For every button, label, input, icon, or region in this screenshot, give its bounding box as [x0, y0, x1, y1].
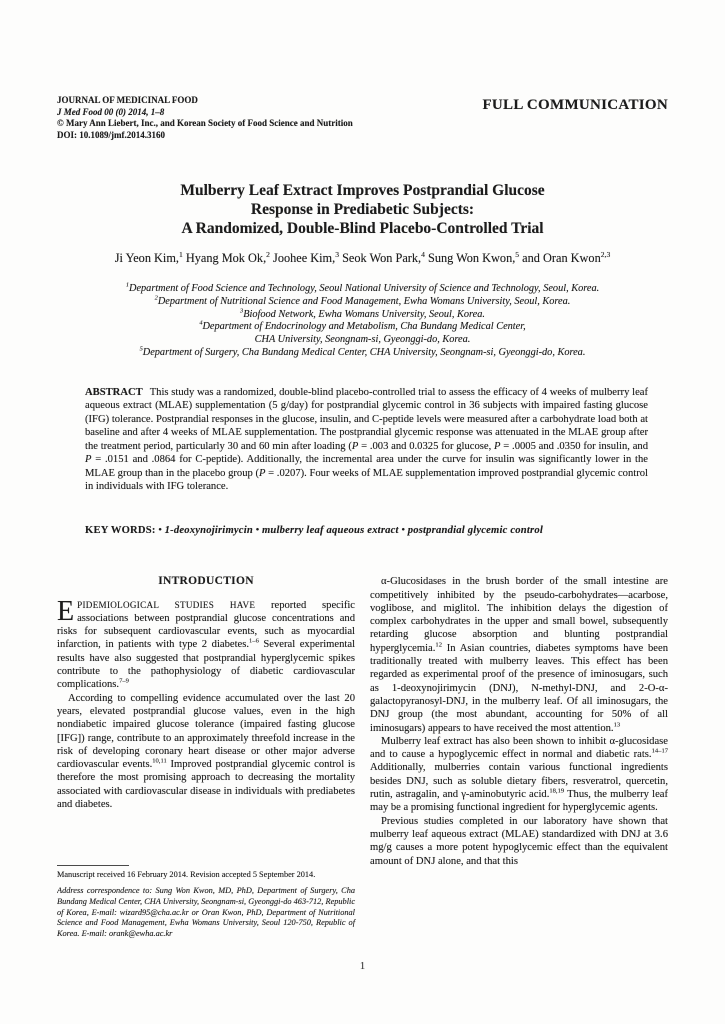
journal-citation: J Med Food 00 (0) 2014, 1–8	[57, 106, 165, 117]
affiliation-line: CHA University, Seongnam-si, Gyeonggi-do, Korea.	[254, 334, 471, 346]
section-heading-introduction: INTRODUCTION	[158, 575, 254, 588]
affiliation-line: $^4$Department of Endocrinology and Metabolism, Cha Bundang Medical Center,	[199, 319, 526, 333]
article-body-columns	[57, 575, 668, 939]
body-paragraph: According to compelling evidence accumulated over the last 20 years, elevated postprandial glucose values, even in the high nondiabetic impaired glucose tolerance (impaired fasting glucose [IFG]) range, contribute to an approximately threefold increase in the risk of developing coronary heart disease or other major adverse cardiovascular events.$^{10,11}$ Improved postprandial glycemic control is therefore the most promising approach to decreasing the mortality associated with cardiovascular disease in individuals with prediabetes and diabetes.	[57, 692, 355, 811]
page-number: 1	[359, 961, 366, 973]
body-paragraph: Mulberry leaf extract has also been shown to inhibit α-glucosidase and to cause a hypoglycemic effect in normal and diabetic rats.$^{14-17}$ Additionally, mulberries contain various functional ingredients besides DNJ, such as soluble dietary fibers, resveratrol, quercetin, rutin, astragalin, and γ-aminobutyric acid.$^{18,19}$ Thus, the mulberry leaf may be a promising functional ingredient for hyperglycemic agents.	[370, 735, 668, 814]
journal-info-block	[57, 95, 353, 141]
affiliations-block	[57, 283, 668, 360]
footnote-block	[57, 865, 355, 940]
left-column	[57, 575, 355, 939]
affiliation-line: $^5$Department of Surgery, Cha Bundang Medical Center, CHA University, Seongnam-si, Gyeonggi-do, Korea.	[139, 345, 586, 358]
correspondence-note: Address correspondence to: Sung Won Kwon, MD, PhD, Department of Surgery, Cha Bundang Medical Center, CHA University, Seongnam-si, Gyeonggi-do 463-712, Republic of Korea, E-mail: wizard95@cha.ac.kr or Oran Kwon, PhD, Department of Nutritional Science and Food Management, Ewha Womans University, Seoul 120-750, Republic of Korea. E-mail: orank@ewha.ac.kr	[57, 886, 355, 938]
journal-copyright: © Mary Ann Liebert, Inc., and Korean Society of Food Science and Nutrition	[57, 118, 353, 128]
article-title-line: Response in Prediabetic Subjects:	[250, 201, 475, 218]
article-title	[57, 181, 668, 238]
keywords-line: KEY WORDS: • 1-deoxynojirimycin • mulberry leaf aqueous extract • postprandial glycemic control	[85, 524, 543, 536]
journal-doi: DOI: 10.1089/jmf.2014.3160	[57, 129, 165, 140]
body-paragraph: α-Glucosidases in the brush border of the small intestine are competitively inhibited by the pseudo-carbohydrates—acarbose, voglibose, and miglitol. The inhibition delays the digestion of complex carbohydrates in the upper and small bowel, subsequently retarding glucose absorption and blunting postprandial hyperglycemia.$^{12}$ In Asian countries, diabetes symptoms have been traditionally treated with mulberry leaves. This effect has been regarded as experimental proof of the presence of iminosugars, such as 1-deoxynojirimycin (DNJ), N-methyl-DNJ, and 2-O-α-galactopyranosyl-DNJ, in the mulberry leaf. Of all iminosugars, the DNJ group (the most abundant, accounting for 50% of all iminosugars) appears to have received the most attention.$^{13}$	[370, 576, 668, 734]
affiliation-line: $^2$Department of Nutritional Science and Food Management, Ewha Womans University, Seoul, Korea.	[154, 294, 571, 307]
body-paragraph: EPIDEMIOLOGICAL STUDIES HAVE reported specific associations between postprandial glucose concentrations and risks for subsequent cardiovascular events, such as myocardial infarction, in patients with type 2 diabetes.$^{1-6}$ Several experimental results have also suggested that postprandial hyperglycemic spikes contribute to the pathophysiology of diabetic cardiovascular complications.$^{7-9}$	[57, 595, 356, 691]
article-title-line: A Randomized, Double-Blind Placebo-Controlled Trial	[181, 220, 544, 237]
manuscript-dates-note: Manuscript received 16 February 2014. Revision accepted 5 September 2014.	[57, 869, 316, 879]
article-title-line: Mulberry Leaf Extract Improves Postprandial Glucose	[180, 182, 545, 199]
right-column	[370, 575, 668, 939]
article-type-label: FULL COMMUNICATION	[482, 97, 668, 113]
footnote-rule	[57, 865, 129, 866]
abstract-paragraph: ABSTRACT This study was a randomized, double-blind placebo-controlled trial to assess the efficacy of 4 weeks of mulberry leaf aqueous extract (MLAE) supplementation (5 g/day) for postprandial glycemic control in 36 subjects with impaired fasting glucose (IFG) tolerance. Postprandial responses in the glucose, insulin, and C-peptide levels were measured after a carbohydrate load both at baseline and after 4 weeks of MLAE supplementation. The postprandial glycemic response was attenuated in the MLAE group after the treatment period, particularly 30 and 60 min after loading (P = .003 and 0.0325 for glucose, P = .0005 and .0350 for insulin, and P = .0151 and .0864 for C-peptide). Additionally, the incremental area under the curve for insulin was significantly lower in the MLAE group than in the placebo group (P = .0207). Four weeks of MLAE supplementation improved postprandial glycemic control in individuals with IFG tolerance.	[85, 386, 649, 493]
affiliation-line: $^3$Biofood Network, Ewha Womans University, Seoul, Korea.	[240, 307, 485, 320]
masthead	[57, 95, 668, 141]
affiliation-line: $^1$Department of Food Science and Technology, Seoul National University of Science and Technology, Seoul, Korea.	[125, 281, 600, 294]
journal-name: JOURNAL OF MEDICINAL FOOD	[57, 95, 198, 105]
authors-line: Ji Yeon Kim,$^1$ Hyang Mok Ok,$^2$ Joohee Kim,$^3$ Seok Won Park,$^4$ Sung Won Kwon,$^5$ and Oran Kwon$^{2,3}$	[114, 249, 611, 265]
body-paragraph: Previous studies completed in our laboratory have shown that mulberry leaf aqueous extract (MLAE) standardized with DNJ at 3.6 mg/g causes a more potent hypoglycemic effect than the equivalent amount of DNJ alone, and that this	[370, 815, 668, 867]
